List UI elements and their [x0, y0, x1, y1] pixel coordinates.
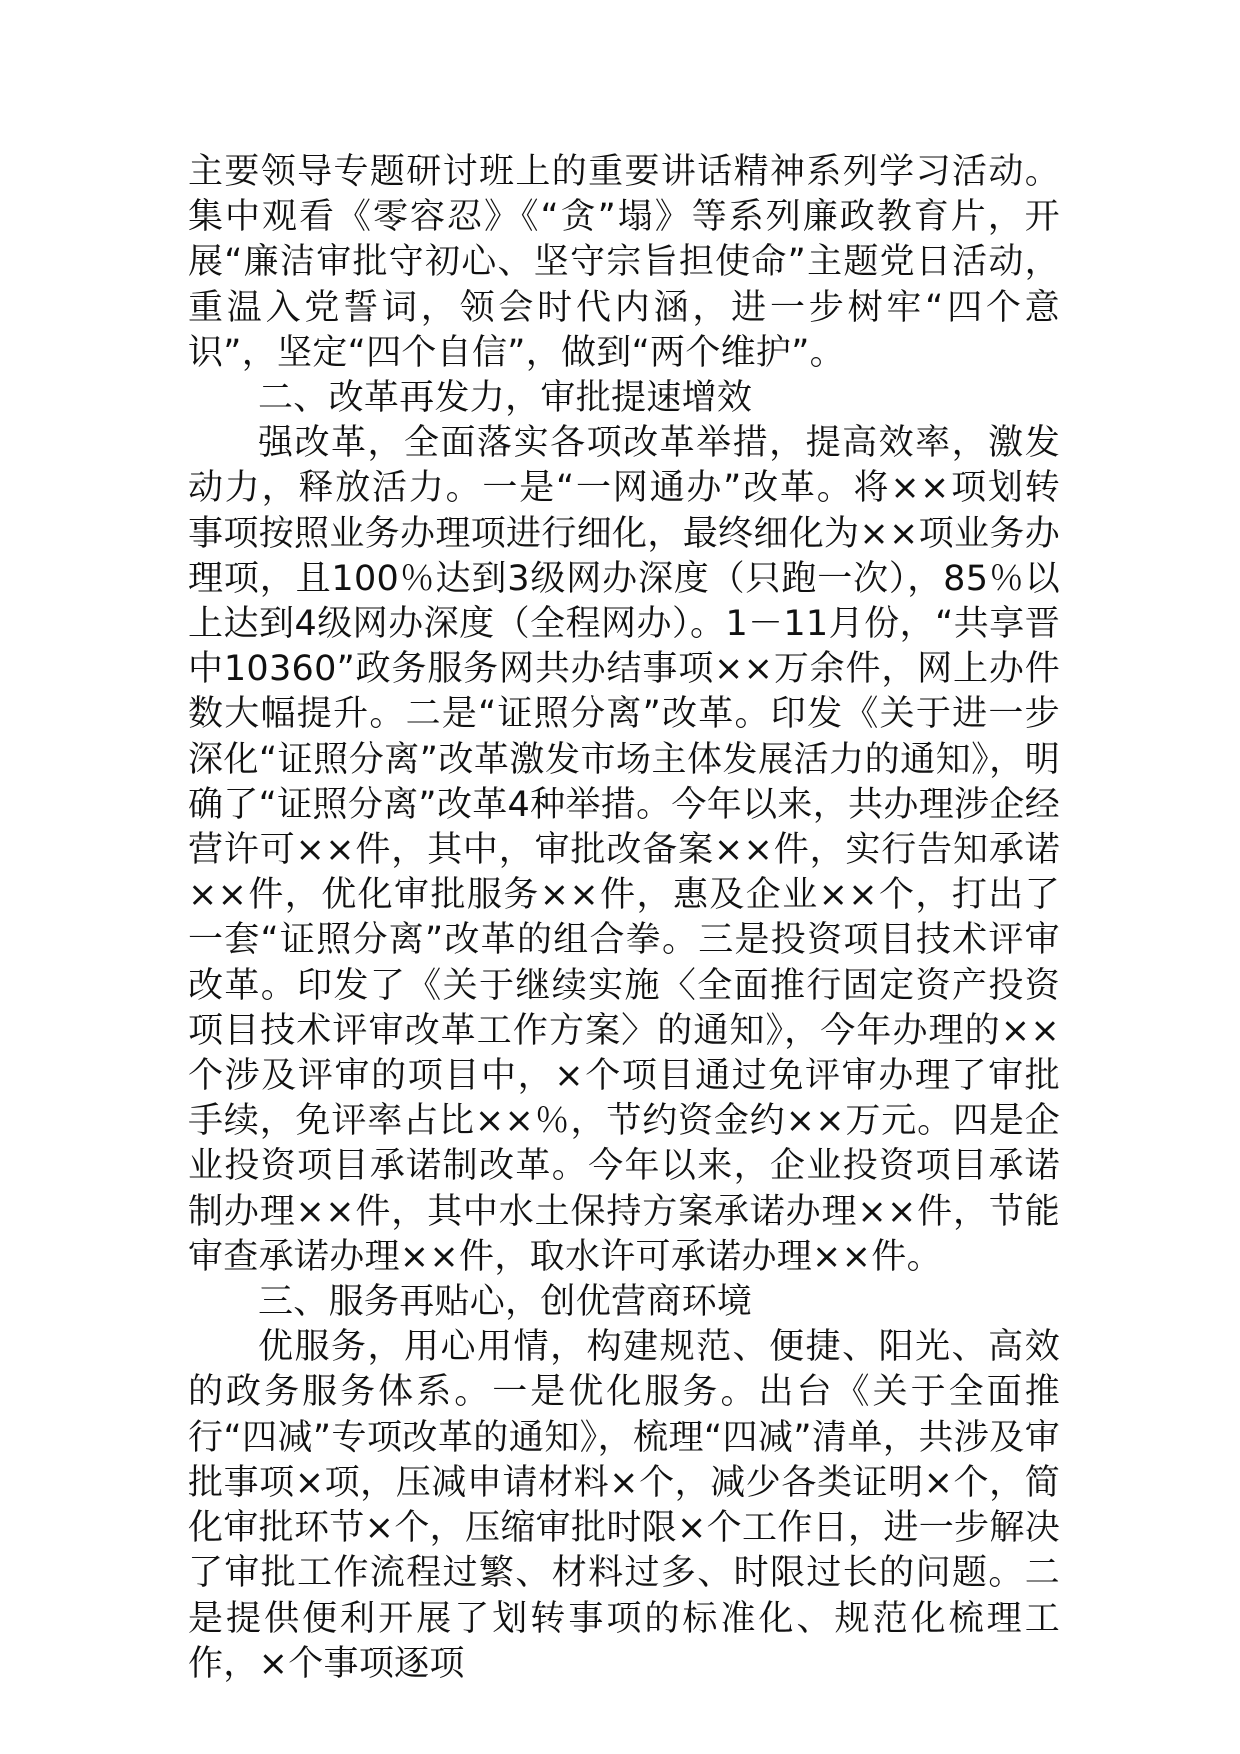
- paragraph-service: 优服务，用心用情，构建规范、便捷、阳光、高效的政务服务体系。一是优化服务。出台《关于全面推行“四减”专项改革的通知》，梳理“四减”清单，共涉及审批事项×项，压减申请材料×个，减少各类证明×个，简化审批环节×个，压缩审批时限×个工作日，进一步解决了审批工作流程过繁、材料过多、时限过长的问题。二是提供便利开展了划转事项的标准化、规范化梳理工作，×个事项逐项: [188, 1327, 1060, 1684]
- paragraph-reform: 强改革，全面落实各项改革举措，提高效率，激发动力，释放活力。一是“一网通办”改革。将××项划转事项按照业务办理项进行细化，最终细化为××项业务办理项，且100％达到3级网办深度（只跑一次），85％以上达到4级网办深度（全程网办）。1－11月份，“共享晋中10360”政务服务网共办结事项××万余件，网上办件数大幅提升。二是“证照分离”改革。印发《关于进一步深化“证照分离”改革激发市场主体发展活力的通知》，明确了“证照分离”改革4种举措。今年以来，共办理涉企经营许可××件，其中，审批改备案××件，实行告知承诺××件，优化审批服务××件，惠及企业××个，打出了一套“证照分离”改革的组合拳。三是投资项目技术评审改革。印发了《关于继续实施〈全面推行固定资产投资项目技术评审改革工作方案〉的通知》，今年办理的××个涉及评审的项目中，×个项目通过免评审办理了审批手续，免评率占比××％，节约资金约××万元。四是企业投资项目承诺制改革。今年以来，企业投资项目承诺制办理××件，其中水土保持方案承诺办理××件，节能审查承诺办理××件，取水许可承诺办理××件。: [188, 423, 1060, 1277]
- section-heading-reform: 二、改革再发力，审批提速增效: [258, 378, 753, 419]
- document-page: [188, 150, 1060, 1687]
- section-heading-service: 三、服务再贴心，创优营商环境: [258, 1282, 753, 1323]
- paragraph-study-activities: 主要领导专题研讨班上的重要讲话精神系列学习活动。集中观看《零容忍》《“贪”塌》等系列廉政教育片，开展“廉洁审批守初心、坚守宗旨担使命”主题党日活动，重温入党誓词，领会时代内涵，进一步树牢“四个意识”，坚定“四个自信”，做到“两个维护”。: [188, 152, 1060, 373]
